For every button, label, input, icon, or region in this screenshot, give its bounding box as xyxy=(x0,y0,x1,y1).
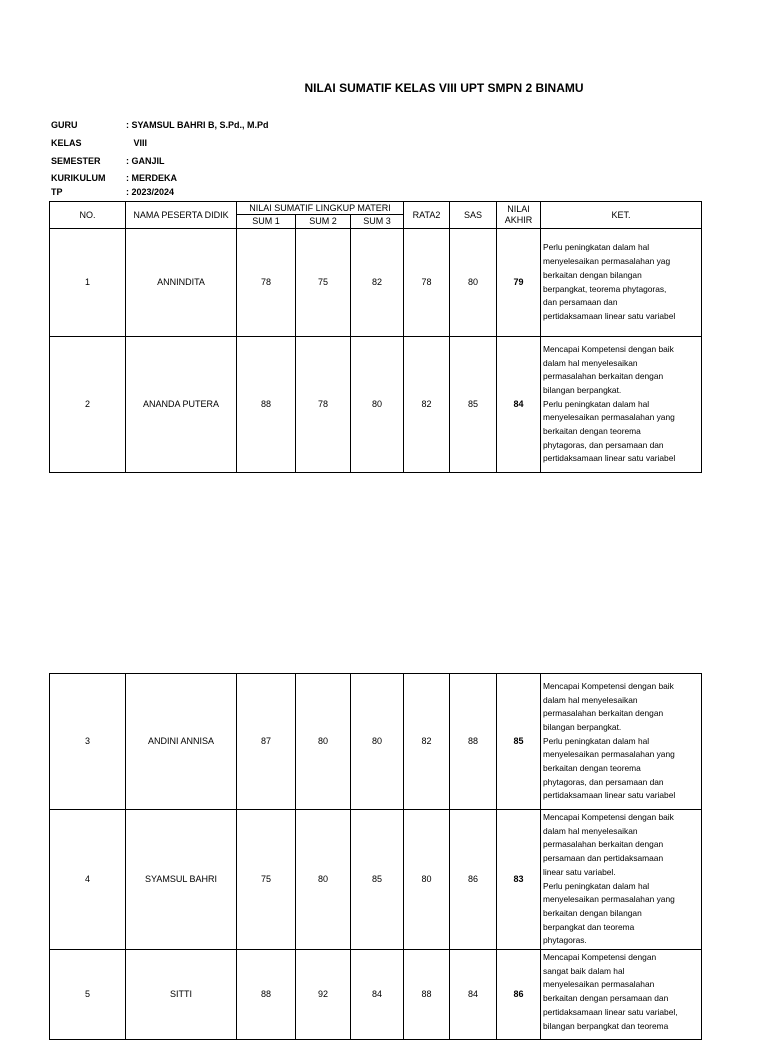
cell-sum3: 82 xyxy=(351,229,404,337)
ket-line: phytagoras, dan persamaan dan xyxy=(543,776,664,787)
ket-line: berpangkat, teorema phytagoras, xyxy=(543,283,667,294)
cell-no: 5 xyxy=(50,950,126,1040)
ket-line: phytagoras. xyxy=(543,935,587,946)
cell-sum2: 78 xyxy=(296,337,351,473)
info-value: : GANJIL xyxy=(126,156,165,166)
ket-line: pertidaksamaan linear satu variabel xyxy=(543,310,676,321)
ket-line: Mencapai Kompetensi dengan baik xyxy=(543,812,674,822)
cell-sas: 88 xyxy=(450,674,497,810)
ket-line: berkaitan dengan teorema xyxy=(543,763,641,774)
info-value: : MERDEKA xyxy=(126,173,177,183)
ket-line: Mencapai Kompetensi dengan baik xyxy=(543,343,674,354)
cell-akhir: 83 xyxy=(497,810,541,950)
ket-line: berkaitan dengan persamaan dan xyxy=(543,993,669,1004)
ket-line: berpangkat dan teorema xyxy=(543,921,635,932)
cell-no: 4 xyxy=(50,810,126,950)
ket-line: berkaitan dengan bilangan xyxy=(543,269,642,280)
header-nilai-akhir xyxy=(497,202,541,229)
info-label: TP xyxy=(51,187,63,197)
header-nilai: NILAI xyxy=(507,204,530,214)
grades-table-2 xyxy=(49,673,702,1040)
cell-ket xyxy=(541,674,702,810)
cell-ket xyxy=(541,337,702,473)
cell-nama: ANDINI ANNISA xyxy=(126,674,237,810)
info-value: : SYAMSUL BAHRI B, S.Pd., M.Pd xyxy=(126,120,269,130)
ket-line: berkaitan dengan bilangan xyxy=(543,907,642,918)
cell-no: 2 xyxy=(50,337,126,473)
cell-sum3: 80 xyxy=(351,674,404,810)
cell-akhir: 85 xyxy=(497,674,541,810)
ket-line: pertidaksamaan linear satu variabel, xyxy=(543,1006,678,1017)
cell-akhir: 79 xyxy=(497,229,541,337)
info-label: KELAS xyxy=(51,138,82,148)
table-row xyxy=(50,337,702,473)
ket-line: dalam hal menyelesaikan xyxy=(543,825,638,836)
header-no: NO. xyxy=(50,202,126,229)
ket-line: linear satu variabel. xyxy=(543,866,616,877)
ket-line: pertidaksamaan linear satu variabel xyxy=(543,790,676,801)
info-label: KURIKULUM xyxy=(51,173,106,183)
cell-nama: SITTI xyxy=(126,950,237,1040)
ket-line: Perlu peningkatan dalam hal xyxy=(543,880,650,891)
ket-line: Perlu peningkatan dalam hal xyxy=(543,735,650,746)
cell-ket xyxy=(541,810,702,950)
cell-sum3: 85 xyxy=(351,810,404,950)
grades-table-1 xyxy=(49,201,702,473)
ket-line: sangat baik dalam hal xyxy=(543,965,625,976)
ket-line: menyelesaikan permasalahan yang xyxy=(543,412,675,423)
header-rata2: RATA2 xyxy=(404,202,450,229)
cell-sum2: 75 xyxy=(296,229,351,337)
cell-sum2: 80 xyxy=(296,674,351,810)
info-value: : 2023/2024 xyxy=(126,187,175,197)
ket-line: permasalahan berkaitan dengan xyxy=(543,371,664,382)
header-akhir: AKHIR xyxy=(504,215,533,225)
cell-sas: 80 xyxy=(450,229,497,337)
cell-sum1: 78 xyxy=(237,229,296,337)
ket-line: dan persamaan dan xyxy=(543,297,618,308)
cell-akhir: 86 xyxy=(497,950,541,1040)
header-sum2: SUM 2 xyxy=(296,215,351,229)
ket-line: menyelesaikan permasalahan xyxy=(543,979,655,990)
header-sum1: SUM 1 xyxy=(237,215,296,229)
table-row xyxy=(50,674,702,810)
cell-sum3: 84 xyxy=(351,950,404,1040)
ket-line: dalam hal menyelesaikan xyxy=(543,357,638,368)
cell-sum2: 92 xyxy=(296,950,351,1040)
cell-rata2: 82 xyxy=(404,337,450,473)
ket-line: dalam hal menyelesaikan xyxy=(543,694,638,705)
cell-rata2: 82 xyxy=(404,674,450,810)
cell-no: 3 xyxy=(50,674,126,810)
cell-akhir: 84 xyxy=(497,337,541,473)
cell-sum3: 80 xyxy=(351,337,404,473)
header-ket: KET. xyxy=(541,202,702,229)
ket-line: Mencapai Kompetensi dengan baik xyxy=(543,680,674,691)
cell-sum2: 80 xyxy=(296,810,351,950)
ket-line: menyelesaikan permasalahan yang xyxy=(543,894,675,905)
table-row xyxy=(50,810,702,950)
cell-rata2: 80 xyxy=(404,810,450,950)
cell-sum1: 88 xyxy=(237,337,296,473)
cell-nama: ANANDA PUTERA xyxy=(126,337,237,473)
cell-rata2: 78 xyxy=(404,229,450,337)
cell-ket xyxy=(541,950,702,1040)
cell-sas: 84 xyxy=(450,950,497,1040)
cell-rata2: 88 xyxy=(404,950,450,1040)
ket-line: berkaitan dengan teorema xyxy=(543,426,641,437)
cell-nama: ANNINDITA xyxy=(126,229,237,337)
cell-ket xyxy=(541,229,702,337)
ket-line: menyelesaikan permasalahan yag xyxy=(543,256,671,267)
ket-line: Perlu peningkatan dalam hal xyxy=(543,398,650,409)
ket-line: bilangan berpangkat dan teorema xyxy=(543,1020,669,1031)
ket-line: phytagoras, dan persamaan dan xyxy=(543,439,664,450)
header-sum3: SUM 3 xyxy=(351,215,404,229)
info-label: GURU xyxy=(51,120,78,130)
cell-sum1: 88 xyxy=(237,950,296,1040)
cell-no: 1 xyxy=(50,229,126,337)
info-label: SEMESTER xyxy=(51,156,101,166)
ket-line: pertidaksamaan linear satu variabel xyxy=(543,453,676,464)
cell-sas: 85 xyxy=(450,337,497,473)
table-row xyxy=(50,229,702,337)
cell-sas: 86 xyxy=(450,810,497,950)
ket-line: bilangan berpangkat. xyxy=(543,721,622,732)
header-nama: NAMA PESERTA DIDIK xyxy=(126,202,237,229)
ket-line: permasalahan berkaitan dengan xyxy=(543,708,664,719)
ket-line: Perlu peningkatan dalam hal xyxy=(543,242,650,253)
ket-line: permasalahan berkaitan dengan xyxy=(543,839,664,850)
cell-nama: SYAMSUL BAHRI xyxy=(126,810,237,950)
header-lingkup-materi: NILAI SUMATIF LINGKUP MATERI xyxy=(237,202,404,215)
ket-line: persamaan dan pertidaksamaan xyxy=(543,853,664,864)
info-value: VIII xyxy=(126,138,148,148)
ket-line: Mencapai Kompetensi dengan xyxy=(543,952,657,963)
ket-line: bilangan berpangkat. xyxy=(543,384,622,395)
page-title: NILAI SUMATIF KELAS VIII UPT SMPN 2 BINAMU xyxy=(304,81,584,95)
cell-sum1: 87 xyxy=(237,674,296,810)
table-row xyxy=(50,950,702,1040)
ket-line: menyelesaikan permasalahan yang xyxy=(543,749,675,760)
cell-sum1: 75 xyxy=(237,810,296,950)
header-sas: SAS xyxy=(450,202,497,229)
